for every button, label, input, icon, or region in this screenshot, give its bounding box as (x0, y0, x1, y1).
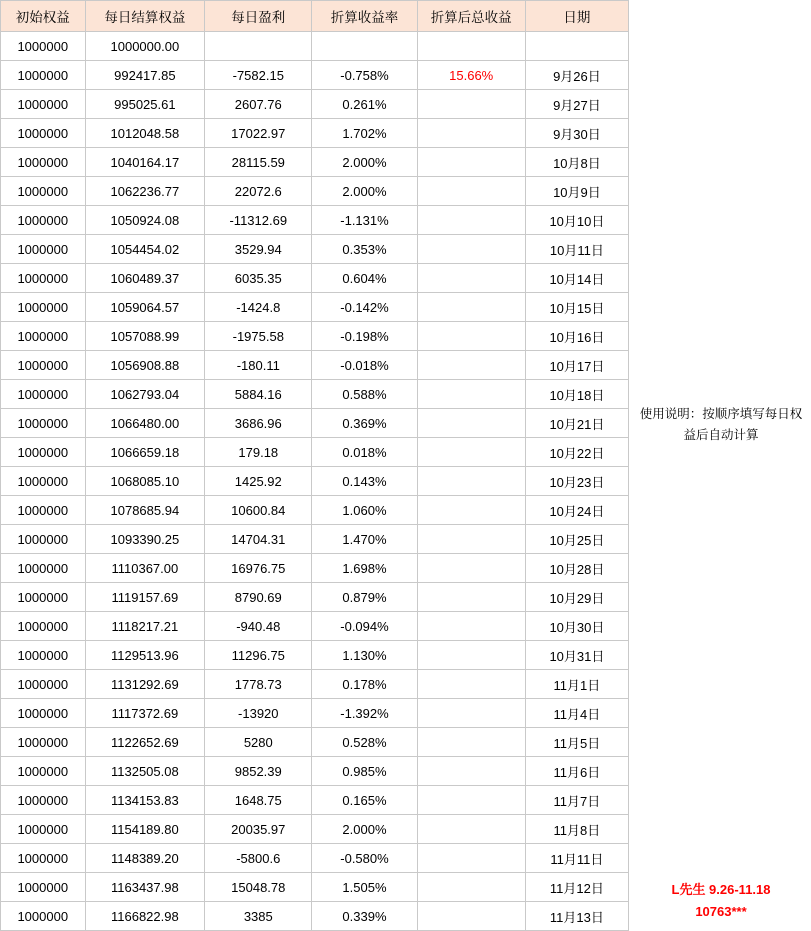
signature-account-id: 10763*** (695, 904, 747, 919)
cell-date[interactable]: 10月21日 (525, 409, 628, 438)
cell-initial-equity[interactable]: 1000000 (1, 641, 86, 670)
cell-daily-profit[interactable]: -7582.15 (205, 61, 312, 90)
cell-converted-return-rate[interactable]: 1.698% (312, 554, 417, 583)
cell-initial-equity[interactable]: 1000000 (1, 409, 86, 438)
cell-initial-equity[interactable]: 1000000 (1, 844, 86, 873)
cell-daily-profit[interactable]: 6035.35 (205, 264, 312, 293)
cell-converted-return-rate[interactable]: 0.588% (312, 380, 417, 409)
usage-note: 使用说明：按顺序填写每日权益后自动计算 (639, 407, 803, 442)
table-row (1, 902, 629, 931)
cell-converted-return-rate[interactable]: 0.178% (312, 670, 417, 699)
cell-converted-return-rate[interactable]: -1.131% (312, 206, 417, 235)
cell-converted-return-rate[interactable]: -0.198% (312, 322, 417, 351)
cell-daily-profit[interactable]: 5884.16 (205, 380, 312, 409)
cell-initial-equity[interactable]: 1000000 (1, 90, 86, 119)
cell-daily-profit[interactable]: 5280 (205, 728, 312, 757)
table-row (1, 235, 629, 264)
cell-date[interactable]: 11月7日 (525, 786, 628, 815)
cell-converted-total-return[interactable] (417, 409, 525, 438)
cell-initial-equity[interactable]: 1000000 (1, 322, 86, 351)
cell-converted-total-return[interactable] (417, 264, 525, 293)
cell-converted-return-rate[interactable] (312, 32, 417, 61)
cell-initial-equity[interactable]: 1000000 (1, 496, 86, 525)
signature-name-range: L先生 9.26-11.18 (671, 882, 771, 897)
cell-initial-equity[interactable]: 1000000 (1, 32, 86, 61)
cell-converted-return-rate[interactable]: -0.094% (312, 612, 417, 641)
table-row (1, 119, 629, 148)
table-header-row (1, 1, 629, 32)
cell-converted-total-return[interactable] (417, 90, 525, 119)
cell-initial-equity[interactable]: 1000000 (1, 235, 86, 264)
cell-daily-settlement-equity[interactable]: 1062793.04 (85, 380, 205, 409)
cell-daily-profit[interactable]: 14704.31 (205, 525, 312, 554)
table-row (1, 612, 629, 641)
signature-block (636, 879, 806, 923)
cell-converted-total-return[interactable] (417, 757, 525, 786)
cell-initial-equity[interactable]: 1000000 (1, 786, 86, 815)
cell-converted-total-return[interactable] (417, 670, 525, 699)
cell-daily-settlement-equity[interactable]: 1122652.69 (85, 728, 205, 757)
cell-converted-return-rate[interactable]: 0.165% (312, 786, 417, 815)
cell-daily-settlement-equity[interactable]: 1012048.58 (85, 119, 205, 148)
cell-daily-profit[interactable] (205, 32, 312, 61)
cell-daily-profit[interactable]: -180.11 (205, 351, 312, 380)
cell-converted-total-return[interactable] (417, 902, 525, 931)
cell-daily-settlement-equity[interactable]: 1066659.18 (85, 438, 205, 467)
table-row (1, 641, 629, 670)
cell-daily-profit[interactable]: 10600.84 (205, 496, 312, 525)
cell-initial-equity[interactable]: 1000000 (1, 670, 86, 699)
cell-daily-settlement-equity[interactable]: 1059064.57 (85, 293, 205, 322)
column-header-daily-settlement-equity: 每日结算权益 (85, 1, 205, 32)
cell-daily-profit[interactable]: -1424.8 (205, 293, 312, 322)
cell-converted-return-rate[interactable]: -0.758% (312, 61, 417, 90)
cell-date[interactable]: 11月8日 (525, 815, 628, 844)
table-row (1, 699, 629, 728)
cell-date[interactable]: 11月5日 (525, 728, 628, 757)
cell-daily-settlement-equity[interactable]: 1117372.69 (85, 699, 205, 728)
cell-converted-return-rate[interactable]: 0.018% (312, 438, 417, 467)
cell-initial-equity[interactable]: 1000000 (1, 467, 86, 496)
cell-converted-return-rate[interactable]: 2.000% (312, 815, 417, 844)
cell-converted-return-rate[interactable]: -0.580% (312, 844, 417, 873)
cell-daily-settlement-equity[interactable]: 1060489.37 (85, 264, 205, 293)
cell-date[interactable]: 11月11日 (525, 844, 628, 873)
table-row (1, 206, 629, 235)
cell-daily-profit[interactable]: 17022.97 (205, 119, 312, 148)
column-header-initial-equity: 初始权益 (1, 1, 86, 32)
cell-converted-total-return[interactable] (417, 844, 525, 873)
table-row (1, 264, 629, 293)
cell-initial-equity[interactable]: 1000000 (1, 148, 86, 177)
column-header-daily-profit: 每日盈利 (205, 1, 312, 32)
cell-converted-total-return[interactable] (417, 467, 525, 496)
cell-converted-total-return[interactable] (417, 235, 525, 264)
cell-converted-return-rate[interactable]: 2.000% (312, 148, 417, 177)
cell-converted-total-return[interactable] (417, 351, 525, 380)
cell-initial-equity[interactable]: 1000000 (1, 873, 86, 902)
cell-daily-settlement-equity[interactable]: 1148389.20 (85, 844, 205, 873)
cell-daily-settlement-equity[interactable]: 1134153.83 (85, 786, 205, 815)
cell-daily-settlement-equity[interactable]: 995025.61 (85, 90, 205, 119)
cell-date[interactable]: 11月6日 (525, 757, 628, 786)
cell-initial-equity[interactable]: 1000000 (1, 438, 86, 467)
cell-daily-settlement-equity[interactable]: 1163437.98 (85, 873, 205, 902)
cell-daily-settlement-equity[interactable]: 1040164.17 (85, 148, 205, 177)
cell-daily-settlement-equity[interactable]: 1066480.00 (85, 409, 205, 438)
cell-initial-equity[interactable]: 1000000 (1, 293, 86, 322)
table-row (1, 496, 629, 525)
cell-converted-return-rate[interactable]: -0.018% (312, 351, 417, 380)
cell-initial-equity[interactable]: 1000000 (1, 206, 86, 235)
cell-date[interactable]: 10月15日 (525, 293, 628, 322)
cell-converted-total-return[interactable] (417, 496, 525, 525)
cell-initial-equity[interactable]: 1000000 (1, 177, 86, 206)
cell-daily-profit[interactable]: -940.48 (205, 612, 312, 641)
table-row (1, 322, 629, 351)
cell-initial-equity[interactable]: 1000000 (1, 61, 86, 90)
cell-daily-profit[interactable]: 28115.59 (205, 148, 312, 177)
cell-daily-profit[interactable]: 3385 (205, 902, 312, 931)
cell-converted-total-return[interactable] (417, 293, 525, 322)
cell-converted-return-rate[interactable]: 2.000% (312, 177, 417, 206)
cell-date[interactable]: 11月4日 (525, 699, 628, 728)
cell-date[interactable]: 9月30日 (525, 119, 628, 148)
table-row (1, 293, 629, 322)
cell-converted-total-return[interactable] (417, 583, 525, 612)
cell-date[interactable]: 11月13日 (525, 902, 628, 931)
table-row (1, 90, 629, 119)
table-row (1, 409, 629, 438)
cell-daily-profit[interactable]: 1778.73 (205, 670, 312, 699)
cell-daily-profit[interactable]: 15048.78 (205, 873, 312, 902)
cell-date[interactable]: 10月23日 (525, 467, 628, 496)
cell-daily-settlement-equity[interactable]: 1057088.99 (85, 322, 205, 351)
cell-converted-return-rate[interactable]: 1.470% (312, 525, 417, 554)
cell-daily-profit[interactable]: 9852.39 (205, 757, 312, 786)
cell-converted-return-rate[interactable]: 0.604% (312, 264, 417, 293)
cell-daily-profit[interactable]: 3529.94 (205, 235, 312, 264)
cell-daily-settlement-equity[interactable]: 1154189.80 (85, 815, 205, 844)
cell-daily-settlement-equity[interactable]: 1166822.98 (85, 902, 205, 931)
cell-converted-return-rate[interactable]: 0.369% (312, 409, 417, 438)
table-row (1, 351, 629, 380)
table-row (1, 148, 629, 177)
table-row (1, 757, 629, 786)
table-body (1, 32, 629, 931)
cell-converted-total-return[interactable] (417, 612, 525, 641)
cell-date[interactable]: 10月22日 (525, 438, 628, 467)
cell-converted-total-return[interactable] (417, 554, 525, 583)
cell-converted-return-rate[interactable]: 0.143% (312, 467, 417, 496)
cell-initial-equity[interactable]: 1000000 (1, 612, 86, 641)
cell-date[interactable]: 10月8日 (525, 148, 628, 177)
table-row (1, 380, 629, 409)
cell-daily-profit[interactable]: 179.18 (205, 438, 312, 467)
table-row (1, 815, 629, 844)
cell-daily-settlement-equity[interactable]: 1054454.02 (85, 235, 205, 264)
cell-converted-return-rate[interactable]: 1.702% (312, 119, 417, 148)
cell-date[interactable]: 10月16日 (525, 322, 628, 351)
cell-date[interactable]: 11月12日 (525, 873, 628, 902)
cell-date[interactable]: 10月9日 (525, 177, 628, 206)
table-row (1, 583, 629, 612)
cell-initial-equity[interactable]: 1000000 (1, 757, 86, 786)
cell-date[interactable]: 10月25日 (525, 525, 628, 554)
cell-daily-settlement-equity[interactable]: 1093390.25 (85, 525, 205, 554)
cell-daily-settlement-equity[interactable]: 1131292.69 (85, 670, 205, 699)
cell-daily-profit[interactable]: 22072.6 (205, 177, 312, 206)
cell-converted-return-rate[interactable]: 0.353% (312, 235, 417, 264)
cell-converted-return-rate[interactable]: 0.879% (312, 583, 417, 612)
cell-converted-total-return[interactable]: 15.66% (417, 61, 525, 90)
cell-initial-equity[interactable]: 1000000 (1, 815, 86, 844)
cell-daily-settlement-equity[interactable]: 1068085.10 (85, 467, 205, 496)
cell-date[interactable]: 9月27日 (525, 90, 628, 119)
cell-date[interactable] (525, 32, 628, 61)
cell-date[interactable]: 10月11日 (525, 235, 628, 264)
cell-date[interactable]: 10月14日 (525, 264, 628, 293)
cell-converted-return-rate[interactable]: -1.392% (312, 699, 417, 728)
cell-daily-profit[interactable]: -13920 (205, 699, 312, 728)
cell-converted-total-return[interactable] (417, 525, 525, 554)
table-row (1, 61, 629, 90)
cell-daily-profit[interactable]: -1975.58 (205, 322, 312, 351)
cell-date[interactable]: 11月1日 (525, 670, 628, 699)
cell-converted-total-return[interactable] (417, 786, 525, 815)
cell-initial-equity[interactable]: 1000000 (1, 728, 86, 757)
cell-daily-profit[interactable]: 3686.96 (205, 409, 312, 438)
cell-converted-total-return[interactable] (417, 873, 525, 902)
cell-converted-total-return[interactable] (417, 728, 525, 757)
cell-initial-equity[interactable]: 1000000 (1, 351, 86, 380)
cell-converted-total-return[interactable] (417, 148, 525, 177)
cell-initial-equity[interactable]: 1000000 (1, 119, 86, 148)
column-header-date: 日期 (525, 1, 628, 32)
cell-converted-return-rate[interactable]: 1.505% (312, 873, 417, 902)
cell-daily-settlement-equity[interactable]: 992417.85 (85, 61, 205, 90)
table-row (1, 786, 629, 815)
cell-converted-total-return[interactable] (417, 206, 525, 235)
cell-daily-settlement-equity[interactable]: 1118217.21 (85, 612, 205, 641)
table-row (1, 844, 629, 873)
cell-daily-settlement-equity[interactable]: 1132505.08 (85, 757, 205, 786)
cell-daily-profit[interactable]: 16976.75 (205, 554, 312, 583)
cell-converted-return-rate[interactable]: 0.261% (312, 90, 417, 119)
cell-daily-settlement-equity[interactable]: 1000000.00 (85, 32, 205, 61)
table-row (1, 177, 629, 206)
cell-converted-total-return[interactable] (417, 438, 525, 467)
cell-converted-return-rate[interactable]: 0.339% (312, 902, 417, 931)
cell-converted-total-return[interactable] (417, 815, 525, 844)
table-row (1, 467, 629, 496)
cell-date[interactable]: 9月26日 (525, 61, 628, 90)
cell-daily-profit[interactable]: -11312.69 (205, 206, 312, 235)
cell-date[interactable]: 10月31日 (525, 641, 628, 670)
cell-converted-total-return[interactable] (417, 699, 525, 728)
cell-date[interactable]: 10月28日 (525, 554, 628, 583)
cell-daily-profit[interactable]: 1648.75 (205, 786, 312, 815)
column-header-converted-total-return: 折算后总收益 (417, 1, 525, 32)
cell-date[interactable]: 10月29日 (525, 583, 628, 612)
cell-date[interactable]: 10月10日 (525, 206, 628, 235)
cell-daily-settlement-equity[interactable]: 1129513.96 (85, 641, 205, 670)
cell-converted-total-return[interactable] (417, 32, 525, 61)
cell-daily-settlement-equity[interactable]: 1056908.88 (85, 351, 205, 380)
cell-daily-profit[interactable]: 8790.69 (205, 583, 312, 612)
cell-daily-settlement-equity[interactable]: 1062236.77 (85, 177, 205, 206)
table-row (1, 554, 629, 583)
cell-daily-settlement-equity[interactable]: 1110367.00 (85, 554, 205, 583)
table-row (1, 438, 629, 467)
table-row (1, 32, 629, 61)
cell-converted-total-return[interactable] (417, 322, 525, 351)
cell-initial-equity[interactable]: 1000000 (1, 264, 86, 293)
cell-date[interactable]: 10月18日 (525, 380, 628, 409)
cell-daily-profit[interactable]: -5800.6 (205, 844, 312, 873)
cell-converted-return-rate[interactable]: 0.528% (312, 728, 417, 757)
cell-converted-return-rate[interactable]: 1.130% (312, 641, 417, 670)
cell-initial-equity[interactable]: 1000000 (1, 699, 86, 728)
cell-initial-equity[interactable]: 1000000 (1, 583, 86, 612)
table-row (1, 728, 629, 757)
cell-date[interactable]: 10月17日 (525, 351, 628, 380)
cell-converted-total-return[interactable] (417, 119, 525, 148)
column-header-converted-return-rate: 折算收益率 (312, 1, 417, 32)
cell-date[interactable]: 10月24日 (525, 496, 628, 525)
cell-daily-settlement-equity[interactable]: 1078685.94 (85, 496, 205, 525)
cell-daily-profit[interactable]: 20035.97 (205, 815, 312, 844)
table-row (1, 670, 629, 699)
cell-daily-profit[interactable]: 11296.75 (205, 641, 312, 670)
cell-daily-profit[interactable]: 1425.92 (205, 467, 312, 496)
cell-daily-settlement-equity[interactable]: 1050924.08 (85, 206, 205, 235)
cell-initial-equity[interactable]: 1000000 (1, 525, 86, 554)
cell-converted-total-return[interactable] (417, 641, 525, 670)
cell-initial-equity[interactable]: 1000000 (1, 380, 86, 409)
cell-initial-equity[interactable]: 1000000 (1, 902, 86, 931)
cell-converted-return-rate[interactable]: 0.985% (312, 757, 417, 786)
table-row (1, 525, 629, 554)
cell-converted-return-rate[interactable]: -0.142% (312, 293, 417, 322)
cell-daily-settlement-equity[interactable]: 1119157.69 (85, 583, 205, 612)
cell-converted-return-rate[interactable]: 1.060% (312, 496, 417, 525)
cell-converted-total-return[interactable] (417, 380, 525, 409)
cell-initial-equity[interactable]: 1000000 (1, 554, 86, 583)
cell-date[interactable]: 10月30日 (525, 612, 628, 641)
cell-daily-profit[interactable]: 2607.76 (205, 90, 312, 119)
cell-converted-total-return[interactable] (417, 177, 525, 206)
table-row (1, 873, 629, 902)
